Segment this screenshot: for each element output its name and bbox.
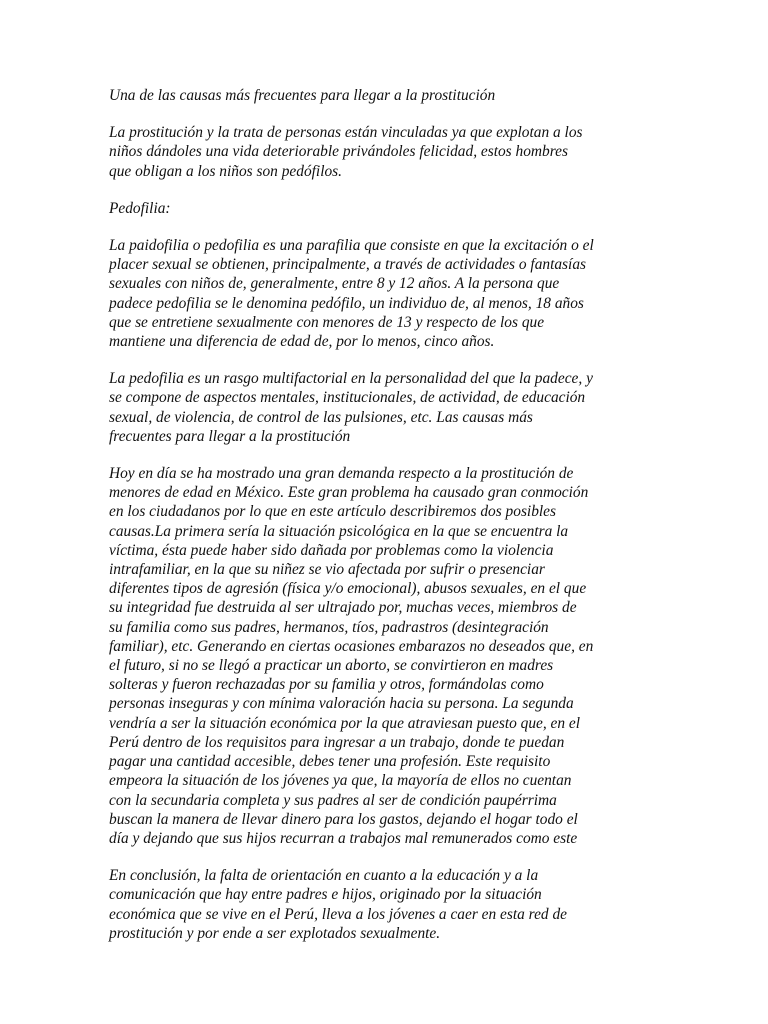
paragraph-line: Hoy en día se ha mostrado una gran demanda respecto a la prostitución de <box>109 465 574 483</box>
conclusion-paragraph <box>109 866 669 943</box>
paragraph-line: pagar una cantidad accesible, debes tener una profesión. Este requisito <box>109 753 551 771</box>
paragraph-line: familiar), etc. Generando en ciertas ocasiones embarazos no deseados que, en <box>109 637 594 655</box>
paragraph-line: menores de edad en México. Este gran problema ha causado gran conmoción <box>109 484 589 502</box>
paragraph-line: comunicación que hay entre padres e hijos, originado por la situación <box>109 886 542 904</box>
paragraph-line: sexuales con niños de, generalmente, entre 8 y 12 años. A la persona que <box>109 275 560 293</box>
paragraph-line: su integridad fue destruida al ser ultrajado por, muchas veces, miembros de <box>109 599 577 617</box>
document-body <box>109 86 669 961</box>
paragraph-line: niños dándoles una vida deteriorable privándoles felicidad, estos hombres <box>109 143 568 161</box>
definition-paragraph <box>109 236 669 351</box>
paragraph-line: placer sexual se obtienen, principalmente, a través de actividades o fantasías <box>109 256 587 274</box>
paragraph-line: padece pedofilia se le denomina pedófilo, un individuo de, al menos, 18 años <box>109 294 584 312</box>
paragraph-line: causas.La primera sería la situación psicológica en la que se encuentra la <box>109 522 569 540</box>
document-title <box>109 86 669 105</box>
paragraph-line: el futuro, si no se llegó a practicar un aborto, se convirtieron en madres <box>109 657 554 675</box>
paragraph-line: La paidofilia o pedofilia es una parafilia que consiste en que la excitación o el <box>109 237 594 255</box>
paragraph-line: con la secundaria completa y sus padres al ser de condición paupérrima <box>109 791 557 809</box>
paragraph-line: personas inseguras y con mínima valoración hacia su persona. La segunda <box>109 695 574 713</box>
body-paragraph <box>109 464 669 848</box>
title-line: Una de las causas más frecuentes para llegar a la prostitución <box>109 87 496 104</box>
paragraph-line: mantiene una diferencia de edad de, por lo menos, cinco años. <box>109 333 495 351</box>
paragraph-line: intrafamiliar, en la que su niñez se vio afectada por sufrir o presenciar <box>109 561 545 579</box>
paragraph-line: La pedofilia es un rasgo multifactorial en la personalidad del que la padece, y <box>109 370 593 388</box>
paragraph-line: que obligan a los niños son pedófilos. <box>109 162 343 180</box>
paragraph-line: frecuentes para llegar a la prostitución <box>109 427 351 445</box>
paragraph-line: empeora la situación de los jóvenes ya que, la mayoría de ellos no cuentan <box>109 772 572 790</box>
paragraph-line: su familia como sus padres, hermanos, tíos, padrastros (desintegración <box>109 618 549 636</box>
paragraph-line: sexual, de violencia, de control de las pulsiones, etc. Las causas más <box>109 408 533 426</box>
paragraph-line: La prostitución y la trata de personas están vinculadas ya que explotan a los <box>109 124 583 142</box>
paragraph-line: Perú dentro de los requisitos para ingresar a un trabajo, donde te puedan <box>109 733 565 751</box>
paragraph-line: en los ciudadanos por lo que en este artículo describiremos dos posibles <box>109 503 556 521</box>
paragraph-line: vendría a ser la situación económica por la que atraviesan puesto que, en el <box>109 714 581 732</box>
paragraph-line: En conclusión, la falta de orientación en cuanto a la educación y a la <box>109 867 539 885</box>
section-heading <box>109 199 669 218</box>
intro-paragraph <box>109 123 669 181</box>
factors-paragraph <box>109 369 669 446</box>
paragraph-line: víctima, ésta puede haber sido dañada por problemas como la violencia <box>109 541 554 559</box>
paragraph-line: buscan la manera de llevar dinero para los gastos, dejando el hogar todo el <box>109 810 578 828</box>
paragraph-line: que se entretiene sexualmente con menores de 13 y respecto de los que <box>109 313 545 331</box>
paragraph-line: económica que se vive en el Perú, lleva a los jóvenes a caer en esta red de <box>109 905 567 923</box>
paragraph-line: prostitución y por ende a ser explotados sexualmente. <box>109 924 441 942</box>
heading-line: Pedofilia: <box>109 199 171 217</box>
paragraph-line: solteras y fueron rechazadas por su familia y otros, formándolas como <box>109 676 544 694</box>
paragraph-line: diferentes tipos de agresión (física y/o emocional), abusos sexuales, en el que <box>109 580 587 598</box>
paragraph-line: día y dejando que sus hijos recurran a trabajos mal remunerados como este <box>109 829 578 847</box>
paragraph-line: se compone de aspectos mentales, institucionales, de actividad, de educación <box>109 389 586 407</box>
